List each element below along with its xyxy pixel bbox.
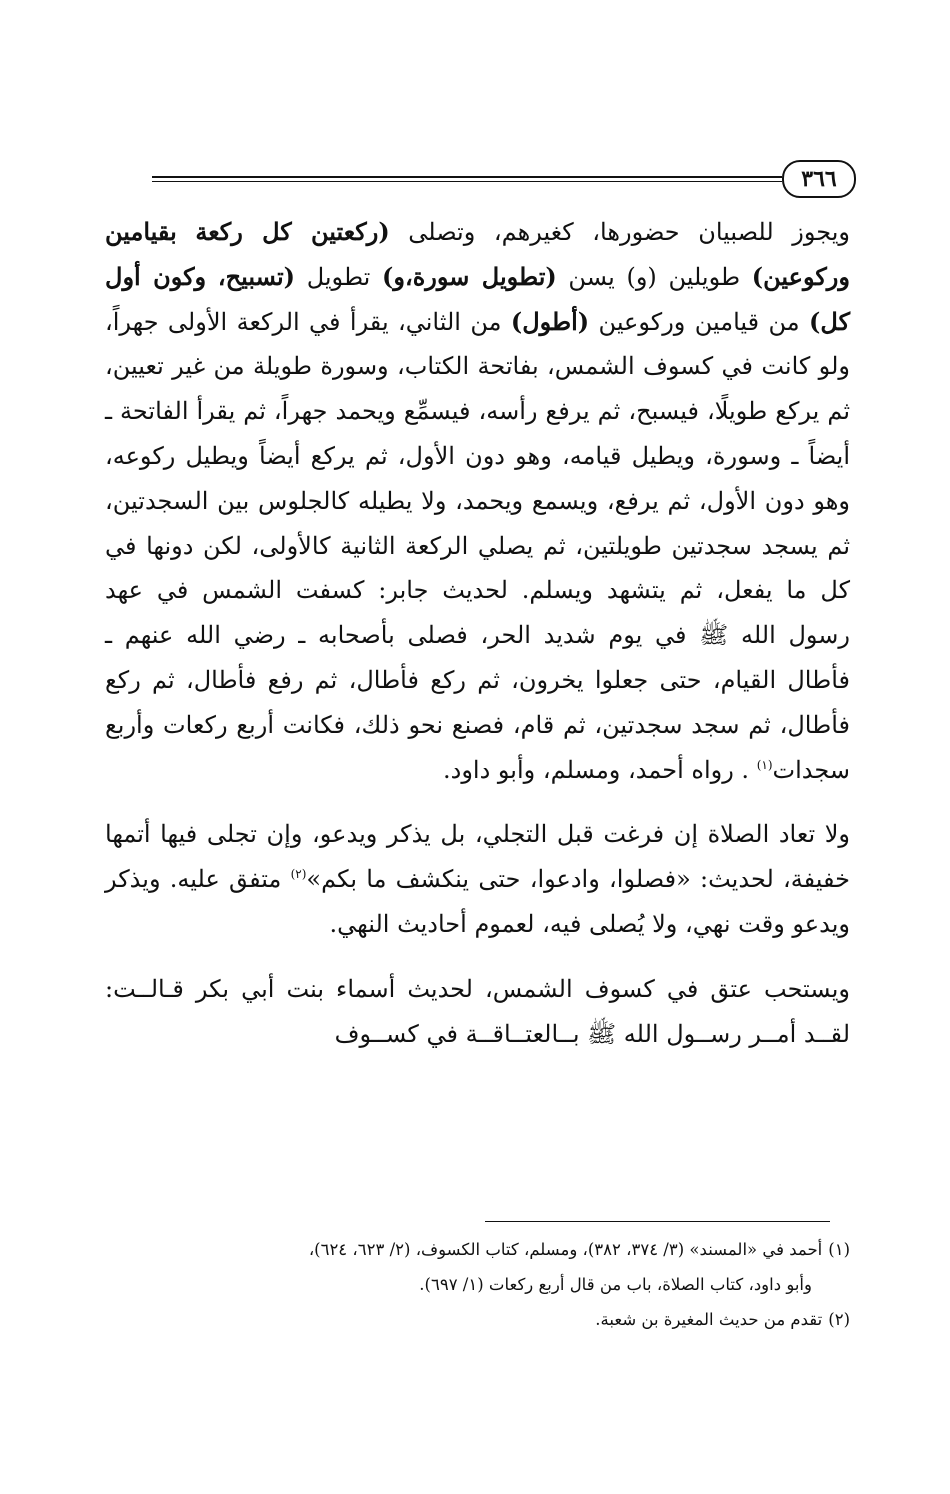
bold-matn: وكون أول كل) (105, 261, 850, 336)
text-run: الأولى جهراً، ولو كانت في كسوف الشمس، بفاتحة الكتاب، وسورة طويلة (105, 307, 850, 381)
text-run: من الثاني، يقرأ في الركعة (236, 307, 511, 336)
text-run: لحديث جابر: كسفت الشمس في عهد رسول الله ﷺ في يوم شديد الحر، (105, 576, 850, 650)
footnote-marker: (٢) (828, 1310, 850, 1329)
footnote-ref: (٢) (290, 867, 307, 882)
footnote-text: وأبو داود، كتاب الصلاة، باب من قال أربع ركعات (١/ ٦٩٧). (419, 1275, 812, 1294)
text-run: فصلى بأصحابه ـ رضي الله عنهم ـ فأطال القيام، حتى جعلوا يخرون، ثم (105, 621, 850, 694)
bold-matn: (تسبيح، (217, 261, 296, 291)
body-text (105, 210, 850, 1076)
bold-matn: بقيامين وركوعين) (105, 217, 850, 291)
text-run: الركعة الثانية كالأولى، لكن دونها في كل ما يفعل، ثم يتشهد ويسلم. (105, 531, 850, 605)
text-run: قـالــت: لقــد أمــر رســول الله ﷺ بــالعتــاقــة في كســوف (105, 974, 850, 1048)
footnotes (105, 1232, 850, 1337)
text-run: يطيله كالجلوس بين السجدتين، ثم يسجد سجدتين طويلتين، ثم يصلي (105, 486, 850, 560)
page-header (0, 0, 950, 200)
text-run: ولا تعاد الصلاة إن فرغت قبل التجلي، بل يذكر ويدعو، وإن تجلى (206, 820, 850, 849)
text-run: متفق عليه. ويذكر ويدعو وقت نهي، ولا يُصلى فيه، لعموم أحاديث (105, 865, 850, 938)
text-run: ومسلم، وأبو داود. (443, 755, 621, 784)
text-run: ركع فأطال، ثم رفع فأطال، ثم ركع فأطال، ثم سجد سجدتين، ثم قام، (105, 665, 850, 739)
header-rule (152, 181, 782, 182)
paragraph (105, 210, 850, 792)
bold-matn: (تطويل سورة،و) (382, 261, 557, 291)
paragraph (105, 967, 850, 1057)
text-run: يركع أيضاً ويطيل ركوعه، وهو دون الأول، ثم يرفع، ويسمع ويحمد، ولا (105, 441, 851, 515)
text-run: ويجوز للصبيان حضورها، كغيرهم، وتصلى (389, 218, 850, 246)
footnote-ref: (١) (756, 757, 773, 772)
footnote (105, 1232, 850, 1267)
paragraph (105, 812, 850, 946)
text-run: ويستحب عتق في كسوف الشمس، لحديث أسماء بنت أبي بكر (195, 974, 850, 1003)
footnote-text: تقدم من حديث المغيرة بن شعبة. (595, 1310, 823, 1329)
text-run: طويلين (و) يسن (556, 262, 752, 291)
footnote-separator (485, 1221, 830, 1222)
footnote (105, 1302, 850, 1337)
text-run: . رواه أحمد، (628, 755, 757, 784)
text-run: من قيامين وركوعين (589, 307, 810, 336)
footnote (105, 1267, 850, 1302)
bold-matn: (ركعتين كل ركعة (195, 217, 390, 246)
text-run: فيها أتمها خفيفة، لحديث: «فصلوا، وادعوا، حتى ينكشف ما بكم» (105, 820, 850, 894)
text-run: من غير تعيين، ثم يركع طويلًا، فيسبح، ثم يرفع رأسه، فيسمِّع ويحمد (105, 352, 850, 426)
text-run: فصنع نحو ذلك، فكانت أربع ركعات وأربع سجدات (105, 710, 850, 784)
text-run: تطويل (295, 262, 382, 291)
header-rule (152, 176, 782, 178)
page-number: ٣٦٦ (782, 160, 856, 198)
text-run: النهي. (329, 909, 390, 938)
bold-matn: (أطول) (510, 306, 590, 336)
text-run: جهراً، ثم يقرأ الفاتحة ـ أيضاً ـ وسورة، ويطيل قيامه، وهو دون الأول، ثم (105, 397, 850, 470)
footnote-text: أحمد في «المسند» (٣/ ٣٧٤، ٣٨٢)، ومسلم، كتاب الكسوف، (٢/ ٦٢٣، ٦٢٤)، (308, 1240, 823, 1259)
footnote-marker: (١) (828, 1240, 850, 1259)
